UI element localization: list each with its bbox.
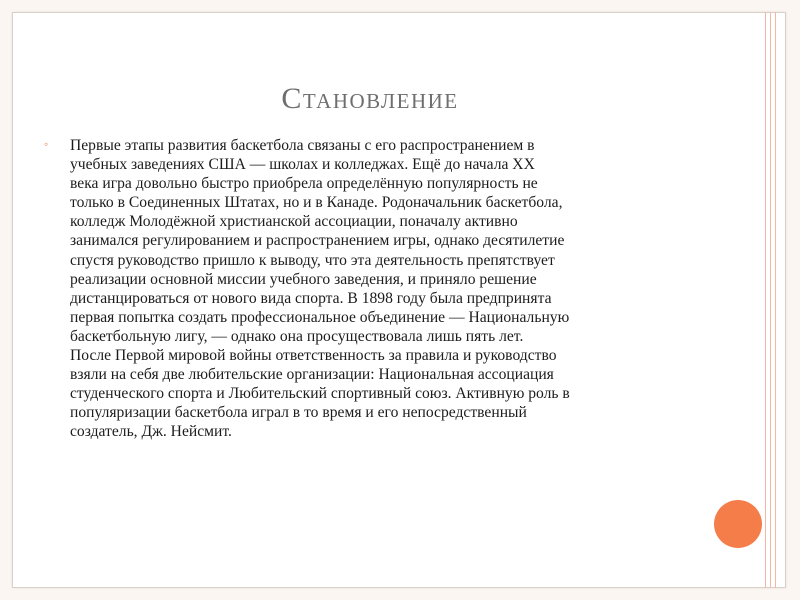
paragraph-line: первая попытка создать профессиональное объединение — Национальную (70, 308, 570, 326)
paragraph-line: колледж Молодёжной христианской ассоциации, поначалу активно (70, 213, 518, 231)
paragraph-line: взяли на себя две любительские организации: Национальная ассоциация (70, 366, 554, 384)
decorative-vertical-line (775, 12, 776, 588)
paragraph-line: баскетбольную лигу, — однако она просуществовала лишь пять лет. (70, 327, 524, 345)
slide-title: Становление (281, 82, 459, 115)
paragraph-line: дистанцироваться от нового вида спорта. В 1898 году была предпринята (70, 289, 552, 307)
decorative-vertical-line (765, 12, 766, 588)
paragraph-line: популяризации баскетбола играл в то время и его непосредственный (70, 404, 527, 422)
paragraph-line: только в Соединенных Штатах, но и в Канаде. Родоначальник баскетбола, (70, 194, 563, 212)
paragraph-line: создатель, Дж. Нейсмит. (70, 423, 232, 441)
paragraph-line: Первые этапы развития баскетбола связаны с его распространением в (70, 137, 535, 154)
decorative-vertical-line (770, 12, 771, 588)
decorative-circle (714, 500, 762, 548)
paragraph-line: реализации основной миссии учебного заведения, и приняло решение (70, 270, 537, 288)
paragraph-line: занимался регулированием и распространением игры, однако десятилетие (70, 232, 565, 250)
paragraph-line: студенческого спорта и Любительский спортивный союз. Активную роль в (70, 385, 570, 403)
paragraph-line: спустя руководство пришло к выводу, что эта деятельность препятствует (70, 251, 555, 269)
paragraph-text (70, 136, 700, 442)
paragraph-line: После Первой мировой войны ответственность за правила и руководство (70, 347, 557, 365)
paragraph-line: учебных заведениях США — школах и колледжах. Ещё до начала XX (70, 156, 535, 174)
paragraph-line: века игра довольно быстро приобрела определённую популярность не (70, 175, 538, 193)
bullet-icon: ◦ (44, 137, 49, 151)
